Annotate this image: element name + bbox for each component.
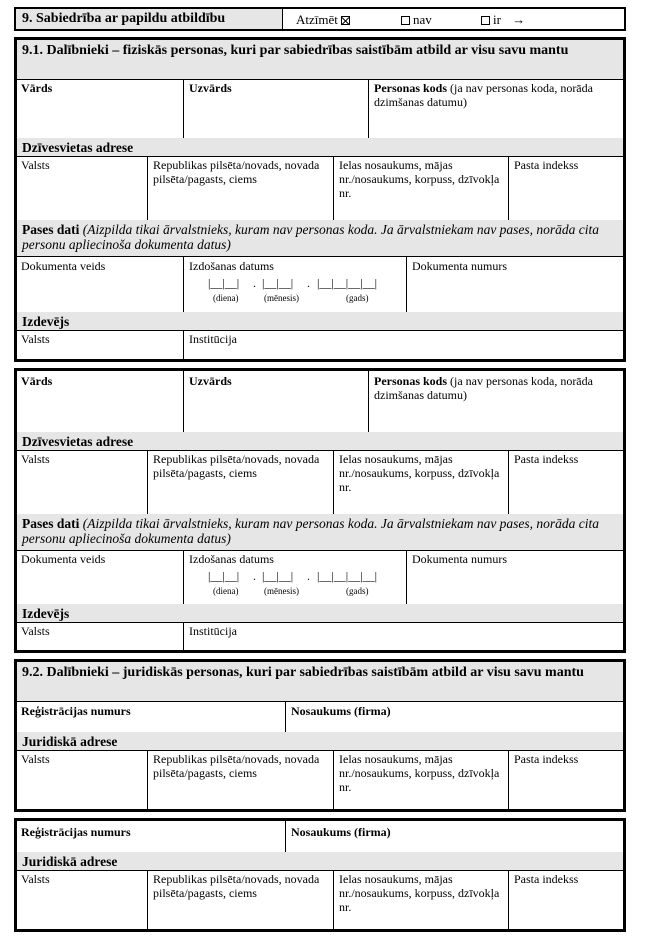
dokumenta-veids-label: Dokumenta veids: [21, 552, 106, 566]
date-input-year[interactable]: |__|__|__|__|: [317, 276, 378, 290]
pases-note: (Aizpilda tikai ārvalstnieks, kuram nav personas koda. Ja ārvalstniekam nav pases, norāda cita personu apliecinoša dokumenta datus): [22, 516, 600, 546]
vards-label: Vārds: [21, 81, 53, 95]
option-yes-label: ir: [493, 12, 501, 27]
section-9-2-entity-2: [14, 818, 626, 932]
date-dot: .: [307, 276, 310, 290]
menesis-caption: (mēnesis): [264, 293, 299, 303]
date-input-day[interactable]: |__|__|: [208, 276, 240, 290]
divider: [282, 9, 283, 29]
checkbox-no-icon[interactable]: [401, 16, 410, 25]
ielas-label: Ielas nosaukums, mājas nr./nosaukums, korpuss, dzīvokļa nr.: [339, 872, 500, 914]
personas-kods-label: [374, 81, 619, 109]
gads-caption: (gads): [346, 586, 369, 596]
juridiska-adrese-header: [17, 732, 623, 750]
pases-title: Pases dati: [22, 516, 80, 531]
juridiska-adrese-title: Juridiskā adrese: [22, 854, 118, 869]
personas-kods-note: (ja nav personas koda, norāda dzimšanas datumu): [374, 374, 593, 402]
date-input-month[interactable]: |__|__|: [262, 569, 294, 583]
valsts-label: Valsts: [21, 752, 50, 766]
checked-box-icon[interactable]: [341, 16, 350, 25]
section-9-2-title: 9.2. Dalībnieki – juridiskās personas, kuri par sabiedrības saistībām atbild ar visu savu mantu: [22, 665, 584, 680]
institucija-label: Institūcija: [189, 332, 237, 346]
gads-caption: (gads): [346, 293, 369, 303]
pasta-label: Pasta indekss: [514, 452, 579, 466]
section-9-2-entity-1: [14, 659, 626, 812]
reg-numurs-label: Reģistrācijas numurs: [21, 704, 131, 718]
republikas-label: Republikas pilsēta/novads, novada pilsēta/pagasts, ciems: [153, 752, 320, 780]
option-no[interactable]: [401, 12, 432, 28]
pasta-label: Pasta indekss: [514, 158, 579, 172]
izdosanas-label: Izdošanas datums: [189, 259, 274, 273]
pases-header: [17, 514, 623, 550]
personas-kods-title: Personas kods: [374, 374, 448, 388]
diena-caption: (diena): [213, 293, 239, 303]
option-no-label: nav: [413, 12, 432, 27]
mark-label: [296, 12, 353, 28]
valsts-label: Valsts: [21, 872, 50, 886]
izdevejs-valsts-label: Valsts: [21, 332, 50, 346]
valsts-label: Valsts: [21, 158, 50, 172]
institucija-label: Institūcija: [189, 624, 237, 638]
vards-label: Vārds: [21, 374, 53, 388]
dzivesvietas-title: Dzīvesvietas adrese: [22, 140, 134, 155]
nosaukums-label: Nosaukums (firma): [291, 825, 391, 839]
dzivesvietas-title: Dzīvesvietas adrese: [22, 434, 134, 449]
section-9-1-title: 9.1. Dalībnieki – fiziskās personas, kuri par sabiedrības saistībām atbild ar visu savu mantu: [22, 43, 569, 58]
mark-label-text: Atzīmēt: [296, 12, 338, 27]
personas-kods-label: [374, 374, 619, 402]
section-9-title: 9. Sabiedrība ar papildu atbildību: [22, 11, 226, 26]
date-dot: .: [307, 569, 310, 583]
section-9-1-person-1: [14, 37, 626, 362]
ielas-label: Ielas nosaukums, mājas nr./nosaukums, korpuss, dzīvokļa nr.: [339, 158, 500, 200]
valsts-label: Valsts: [21, 452, 50, 466]
izdevejs-title: Izdevējs: [22, 606, 70, 621]
date-dot: .: [253, 569, 256, 583]
section-9-header: [14, 7, 626, 31]
uzvards-label: Uzvārds: [189, 81, 232, 95]
nosaukums-label: Nosaukums (firma): [291, 704, 391, 718]
diena-caption: (diena): [213, 586, 239, 596]
date-dot: .: [253, 276, 256, 290]
izdevejs-header: [17, 312, 623, 330]
section-9-2-header: [17, 662, 623, 701]
pases-title: Pases dati: [22, 222, 80, 237]
izdevejs-title: Izdevējs: [22, 314, 70, 329]
izdevejs-header: [17, 604, 623, 622]
personas-kods-title: Personas kods: [374, 81, 448, 95]
arrow-right-icon: →: [512, 12, 526, 27]
section-9-1-person-2: [14, 368, 626, 653]
republikas-label: Republikas pilsēta/novads, novada pilsēta/pagasts, ciems: [153, 872, 320, 900]
section-9-title-cell: [16, 9, 282, 29]
pasta-label: Pasta indekss: [514, 752, 579, 766]
uzvards-label: Uzvārds: [189, 374, 232, 388]
date-input-month[interactable]: |__|__|: [262, 276, 294, 290]
izdosanas-label: Izdošanas datums: [189, 552, 274, 566]
dokumenta-numurs-label: Dokumenta numurs: [412, 552, 507, 566]
dokumenta-numurs-label: Dokumenta numurs: [412, 259, 507, 273]
pases-note: (Aizpilda tikai ārvalstnieks, kuram nav personas koda. Ja ārvalstniekam nav pases, norāda cita personu apliecinoša dokumenta datus): [22, 222, 600, 252]
izdevejs-valsts-label: Valsts: [21, 624, 50, 638]
juridiska-adrese-title: Juridiskā adrese: [22, 734, 118, 749]
republikas-label: Republikas pilsēta/novads, novada pilsēta/pagasts, ciems: [153, 158, 320, 186]
dzivesvietas-header: [17, 432, 623, 450]
date-input-day[interactable]: |__|__|: [208, 569, 240, 583]
pasta-label: Pasta indekss: [514, 872, 579, 886]
section-9-1-header: [17, 40, 623, 79]
reg-numurs-label: Reģistrācijas numurs: [21, 825, 131, 839]
dokumenta-veids-label: Dokumenta veids: [21, 259, 106, 273]
option-yes[interactable]: [481, 12, 525, 28]
checkbox-yes-icon[interactable]: [481, 16, 490, 25]
juridiska-adrese-header: [17, 852, 623, 870]
personas-kods-note: (ja nav personas koda, norāda dzimšanas datumu): [374, 81, 593, 109]
dzivesvietas-header: [17, 138, 623, 156]
pases-header: [17, 220, 623, 256]
ielas-label: Ielas nosaukums, mājas nr./nosaukums, korpuss, dzīvokļa nr.: [339, 752, 500, 794]
date-input-year[interactable]: |__|__|__|__|: [317, 569, 378, 583]
menesis-caption: (mēnesis): [264, 586, 299, 596]
republikas-label: Republikas pilsēta/novads, novada pilsēta/pagasts, ciems: [153, 452, 320, 480]
ielas-label: Ielas nosaukums, mājas nr./nosaukums, korpuss, dzīvokļa nr.: [339, 452, 500, 494]
